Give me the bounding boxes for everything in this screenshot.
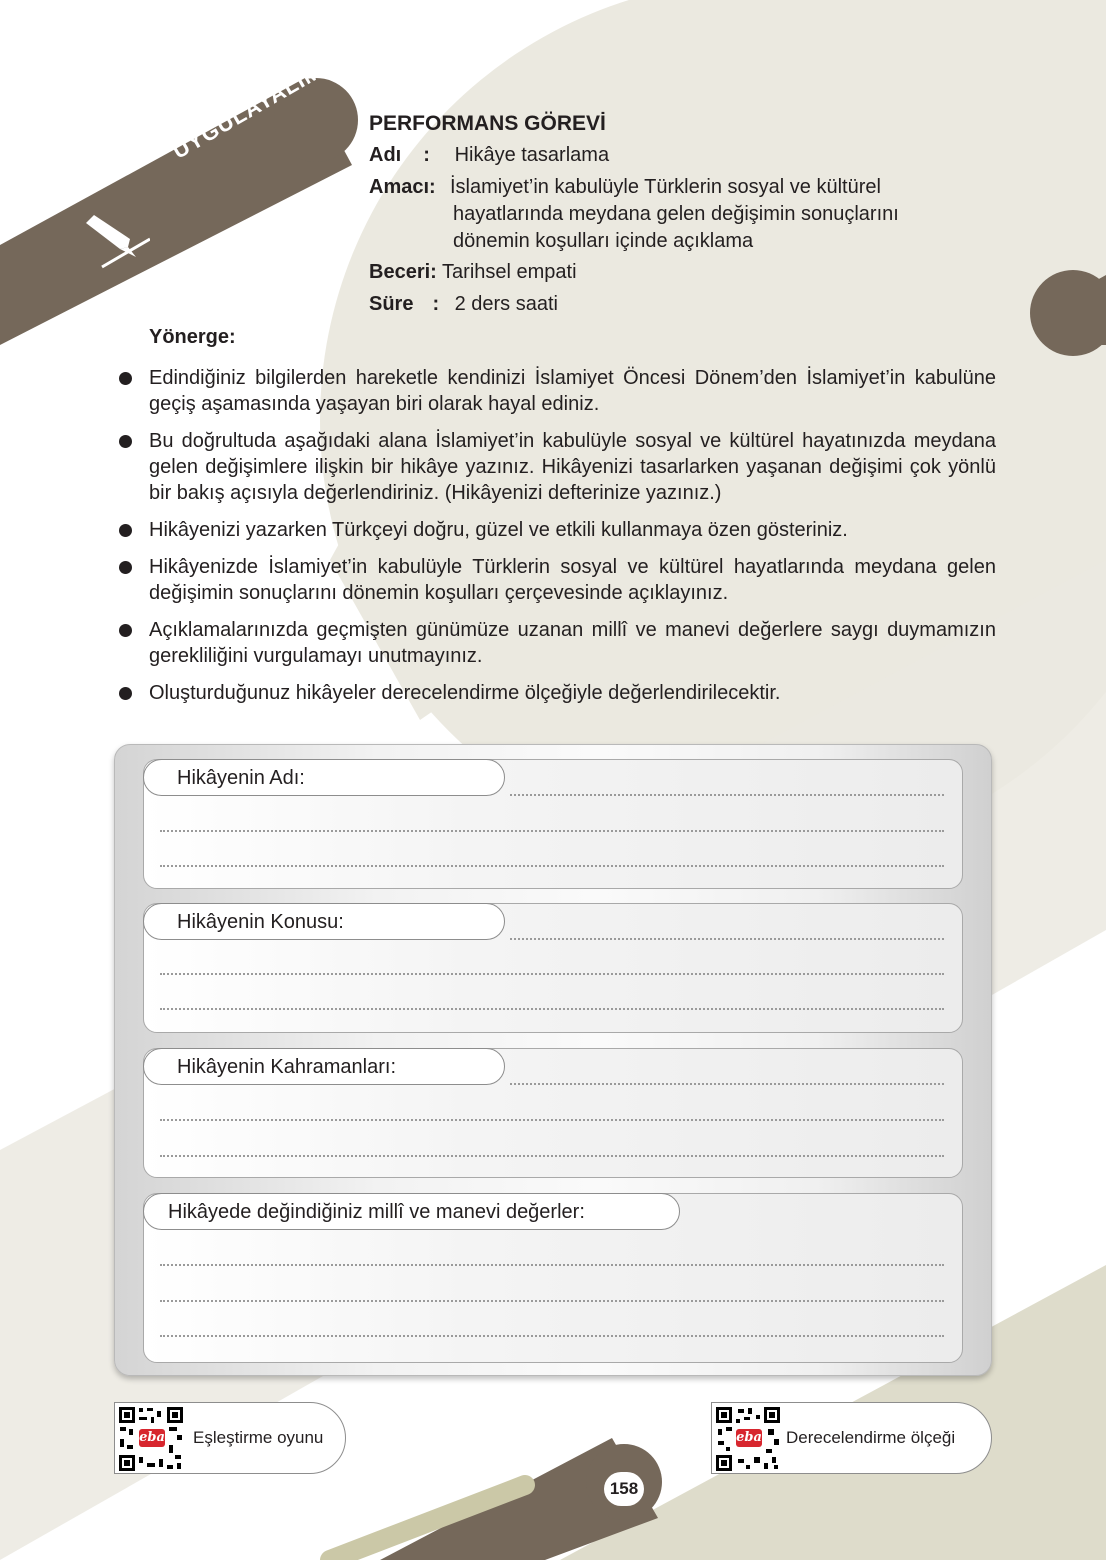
story-topic-box bbox=[143, 903, 963, 1033]
task-aim-line: dönemin koşulları içinde açıklama bbox=[453, 230, 754, 252]
task-duration-row bbox=[369, 291, 558, 318]
task-name-value: Hikâye tasarlama bbox=[454, 144, 610, 166]
instruction-item: Bu doğrultuda aşağıdaki alana İslamiyet’in kabulüyle sosyal ve kültürel hayatınızda meydana gelen değişimlere ilişkin bir hikâye yazınız. Hikâyenizi tasarlarken yaşanan değişimi çok yönlü bir bakış açısıyla değerlendiriniz. (Hikâyenizi defterinize yazınız.) bbox=[116, 428, 996, 506]
rating-scale-link[interactable]: Derecelendirme ölçeği bbox=[786, 1428, 956, 1447]
story-values-label: Hikâyede değindiğiniz millî ve manevi değerler: bbox=[143, 1193, 680, 1230]
eba-badge: eba bbox=[736, 1430, 762, 1445]
instruction-item: Oluşturduğunuz hikâyeler derecelendirme ölçeğiyle değerlendirilecektir. bbox=[116, 680, 996, 706]
story-values-box bbox=[143, 1193, 963, 1363]
task-duration-value: 2 ders saati bbox=[454, 293, 558, 315]
story-values-line[interactable] bbox=[160, 1300, 944, 1302]
pencil-icon bbox=[80, 205, 150, 275]
matching-game-link[interactable]: Eşleştirme oyunu bbox=[193, 1428, 324, 1447]
story-title-line[interactable] bbox=[160, 830, 944, 832]
story-characters-line[interactable] bbox=[160, 1155, 944, 1157]
story-title-line[interactable] bbox=[160, 865, 944, 867]
story-characters-label: Hikâyenin Kahramanları: bbox=[143, 1048, 505, 1085]
matching-game-card[interactable] bbox=[114, 1402, 346, 1474]
task-aim-line: İslamiyet’in kabulüyle Türklerin sosyal ve kültürel bbox=[450, 176, 881, 198]
task-name-row bbox=[369, 142, 609, 169]
story-title-label: Hikâyenin Adı: bbox=[143, 759, 505, 796]
story-characters-line[interactable] bbox=[160, 1119, 944, 1121]
task-name-label: Adı : bbox=[369, 144, 430, 166]
task-skill-row bbox=[369, 259, 577, 286]
task-duration-label: Süre : bbox=[369, 293, 440, 315]
page-number: 158 bbox=[604, 1472, 644, 1506]
instructions-list bbox=[116, 365, 996, 717]
task-aim-label: Amacı: bbox=[369, 176, 436, 198]
story-values-line[interactable] bbox=[160, 1264, 944, 1266]
story-characters-box bbox=[143, 1048, 963, 1178]
story-topic-label: Hikâyenin Konusu: bbox=[143, 903, 505, 940]
instruction-item: Hikâyenizi yazarken Türkçeyi doğru, güzel ve etkili kullanmaya özen gösteriniz. bbox=[116, 517, 996, 543]
task-aim-value bbox=[450, 174, 990, 255]
task-skill-value: Tarihsel empati bbox=[442, 261, 577, 283]
story-title-box bbox=[143, 759, 963, 889]
task-skill-label: Beceri: bbox=[369, 261, 437, 283]
instruction-item: Hikâyenizde İslamiyet’in kabulüyle Türklerin sosyal ve kültürel hayatlarında meydana gelen değişimin sonuçlarını dönemin koşulları çerçevesinde açıklayınız. bbox=[116, 554, 996, 606]
story-form-panel bbox=[114, 744, 992, 1376]
story-title-line[interactable] bbox=[510, 794, 944, 796]
eba-badge: eba bbox=[139, 1430, 165, 1445]
story-topic-line[interactable] bbox=[510, 938, 944, 940]
story-topic-line[interactable] bbox=[160, 1008, 944, 1010]
story-characters-line[interactable] bbox=[510, 1083, 944, 1085]
task-aim-line: hayatlarında meydana gelen değişimin sonuçlarını bbox=[453, 203, 899, 225]
rating-scale-card[interactable] bbox=[711, 1402, 992, 1474]
story-topic-line[interactable] bbox=[160, 973, 944, 975]
story-values-line[interactable] bbox=[160, 1335, 944, 1337]
task-title: PERFORMANS GÖREVİ bbox=[369, 112, 606, 135]
instruction-item: Açıklamalarınızda geçmişten günümüze uzanan millî ve manevi değerlere saygı duymamızın gerekliliğini vurgulamayı unutmayınız. bbox=[116, 617, 996, 669]
banner-label: UYGULAYALIM bbox=[168, 57, 327, 164]
instructions-title: Yönerge: bbox=[149, 326, 236, 348]
instruction-item: Edindiğiniz bilgilerden hareketle kendinizi İslamiyet Öncesi Dönem’den İslamiyet’in kabulüne geçiş aşamasında yaşayan biri olarak hayal ediniz. bbox=[116, 365, 996, 417]
